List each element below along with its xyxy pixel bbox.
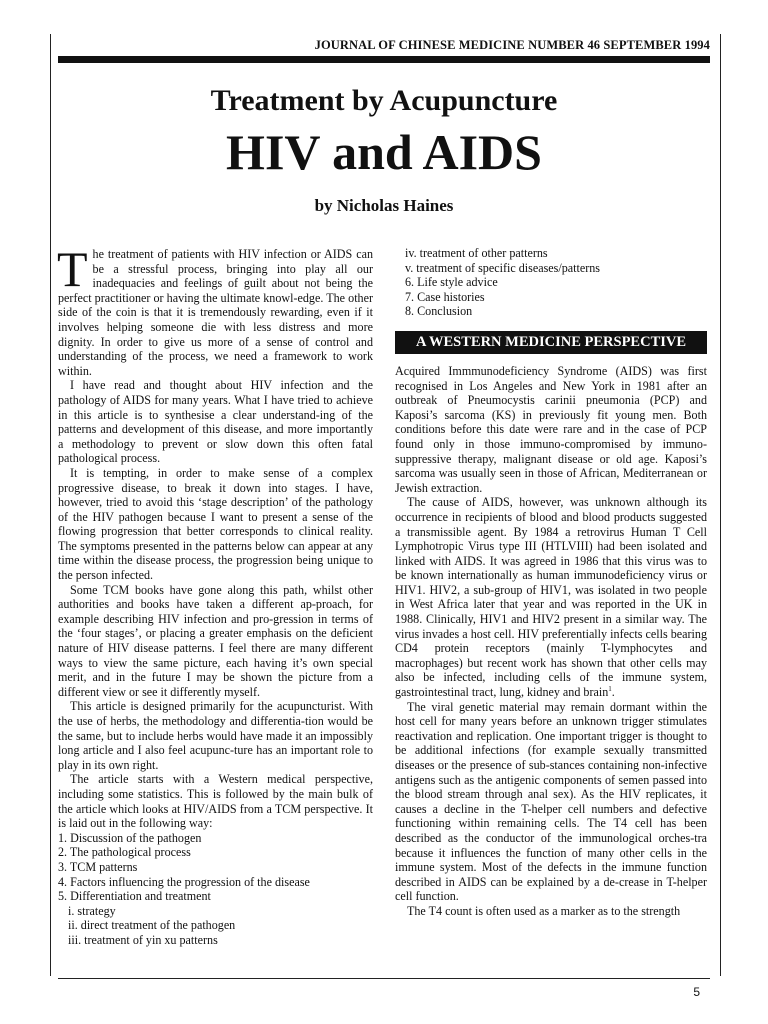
paragraph bbox=[395, 495, 707, 699]
footnote-ref: 1 bbox=[608, 685, 612, 693]
page-number: 5 bbox=[693, 985, 700, 999]
paragraph: Some TCM books have gone along this path, whilst other authorities and books have taken a different ap-proach, for example describing HIV infection and pro-gression in terms of the ‘four stages’, or placing a greater emphasis on the deficient nature of HIV disease patterns. I feel there are many different ways to view the same picture, each having it’s own special merit, and in the future I may be shown the picture from a different view or see it differently myself. bbox=[58, 582, 373, 699]
outline-item: 1. Discussion of the pathogen bbox=[58, 830, 202, 845]
article-byline: by Nicholas Haines bbox=[314, 196, 454, 215]
paragraph-text: The cause of AIDS, however, was unknown although its occurrence in recipients of blood and blood products suggested a transmissible agent. By 1984 a retrovirus Human T Cell Lymphotropic Virus type III (HTLVIII) had been isolated and linked with AIDS. It was agreed in 1986 that this virus was to be known internationally as human immunodeficiency virus or HIV1. HIV2, a sub-group of HIV1, was isolated in two people in West Africa later that year and was reported in the UK in 1988. Clinically, HIV1 and HIV2 present in a similar way. The virus invades a host cell. HIV preferentially infects cells bearing CD4 protein receptors (mainly T-lymphocytes and macrophages) but recent work has shown that other cells may also be infected, including cells of the immune system, gastrointestinal tract, lung, kidney and brain bbox=[395, 495, 707, 700]
paragraph: I have read and thought about HIV infection and the pathology of AIDS for many years. What I have tried to achieve in this article is to synthesise a clear understand-ing of the patterns and development of this disease, and more importantly a methodology to prevent or slow down this often fatal pathological process. bbox=[58, 378, 373, 466]
outline-subitem: v. treatment of specific diseases/patterns bbox=[405, 260, 600, 275]
drop-cap: T bbox=[57, 241, 88, 297]
outline-item: 8. Conclusion bbox=[405, 304, 473, 319]
left-column bbox=[57, 241, 373, 948]
article-title: HIV and AIDS bbox=[226, 124, 542, 180]
outline-item: 6. Life style advice bbox=[405, 275, 498, 290]
left-margin-rule bbox=[50, 34, 51, 976]
outline-subitem: iv. treatment of other patterns bbox=[405, 246, 548, 260]
outline-subitem: ii. direct treatment of the pathogen bbox=[68, 918, 236, 933]
footer-rule bbox=[58, 978, 710, 979]
outline-subitem: i. strategy bbox=[68, 903, 116, 918]
paragraph-end: . bbox=[611, 685, 615, 700]
paragraph: This article is designed primarily for the acupuncturist. With the use of herbs, the methodology and differentia-tion would be the same, but to include herbs would have made it an impossibly long article and I also feel acupunc-ture has an important role to play in its own right. bbox=[58, 699, 373, 772]
outline-subitem: iii. treatment of yin xu patterns bbox=[68, 932, 218, 947]
paragraph: It is tempting, in order to make sense of a complex progressive disease, to break it down into stages. I have, however, tried to avoid this ‘stage description’ of the pathology of the HIV pathogen because I want to present a sense of the flowing progression that better corresponds to clinical reality. The symptoms presented in the patterns below can appear at any time within the disease process, the progression being unique to the person infected. bbox=[58, 465, 373, 583]
intro-paragraph bbox=[57, 241, 373, 378]
paragraph: The viral genetic material may remain dormant within the host cell for many years before an unknown trigger stimulates reactivation and replication. One important trigger is thought to be additional infections (for example sexually transmitted diseases or the presence of sub-stances containing non-infective antigens such as the antigenic components of semen passed into the blood stream through anal sex). As the HIV replicates, it causes a decline in the T-helper cell numbers and defective functioning within remaining cells. The T4 cell has been described as the conductor of the immunological orches-tra because it influences the function of many other cells in the immune system. Most of the defects in the immune function described in AIDS can be explained by a de-crease in T-helper cell function. bbox=[395, 699, 707, 904]
outline-item: 3. TCM patterns bbox=[58, 859, 138, 874]
outline-item: 7. Case histories bbox=[405, 289, 485, 304]
article-subtitle: Treatment by Acupuncture bbox=[210, 84, 558, 117]
right-column bbox=[395, 246, 707, 919]
header-bar bbox=[58, 56, 710, 63]
journal-header: JOURNAL OF CHINESE MEDICINE NUMBER 46 SEPTEMBER 1994 bbox=[314, 38, 710, 52]
paragraph: The article starts with a Western medical perspective, including some statistics. This is followed by the main bulk of the article which looks at HIV/AIDS from a TCM perspective. It is laid out in the following way: bbox=[58, 772, 373, 831]
outline-item: 2. The pathological process bbox=[58, 845, 191, 860]
paragraph: The T4 count is often used as a marker as to the strength bbox=[407, 903, 681, 918]
outline-item: 5. Differentiation and treatment bbox=[58, 889, 211, 904]
outline-item: 4. Factors influencing the progression of the disease bbox=[58, 874, 310, 889]
intro-text: he treatment of patients with HIV infection or AIDS can be a stressful process, bringing into play all our inadequacies and feelings of guilt about not being the perfect practitioner or having the ultimate knowl-edge. The other side of the coin is that it is tremendously rewarding, even if it involves helping someone die with less distress and more dignity. In order to give us more of a sense of control and understanding of the process, we need a framework to work within. bbox=[58, 247, 373, 378]
right-margin-rule bbox=[720, 34, 721, 976]
section-heading: A WESTERN MEDICINE PERSPECTIVE bbox=[395, 331, 707, 354]
paragraph: Acquired Immmunodeficiency Syndrome (AIDS) was first recognised in Los Angeles and New York in 1981 after an outbreak of Pneumocystis carinii pneumonia (PCP) and Kaposi’s sarcoma (KS) in previously fit young men. Both conditions before this date were rare and in the case of PCP found only in those immuno-compromised by immuno-suppressive therapy, malignant disease or old age. Kaposi’s sarcoma was usually seen in those of African, Mediterranean or Jewish extraction. bbox=[395, 363, 707, 495]
